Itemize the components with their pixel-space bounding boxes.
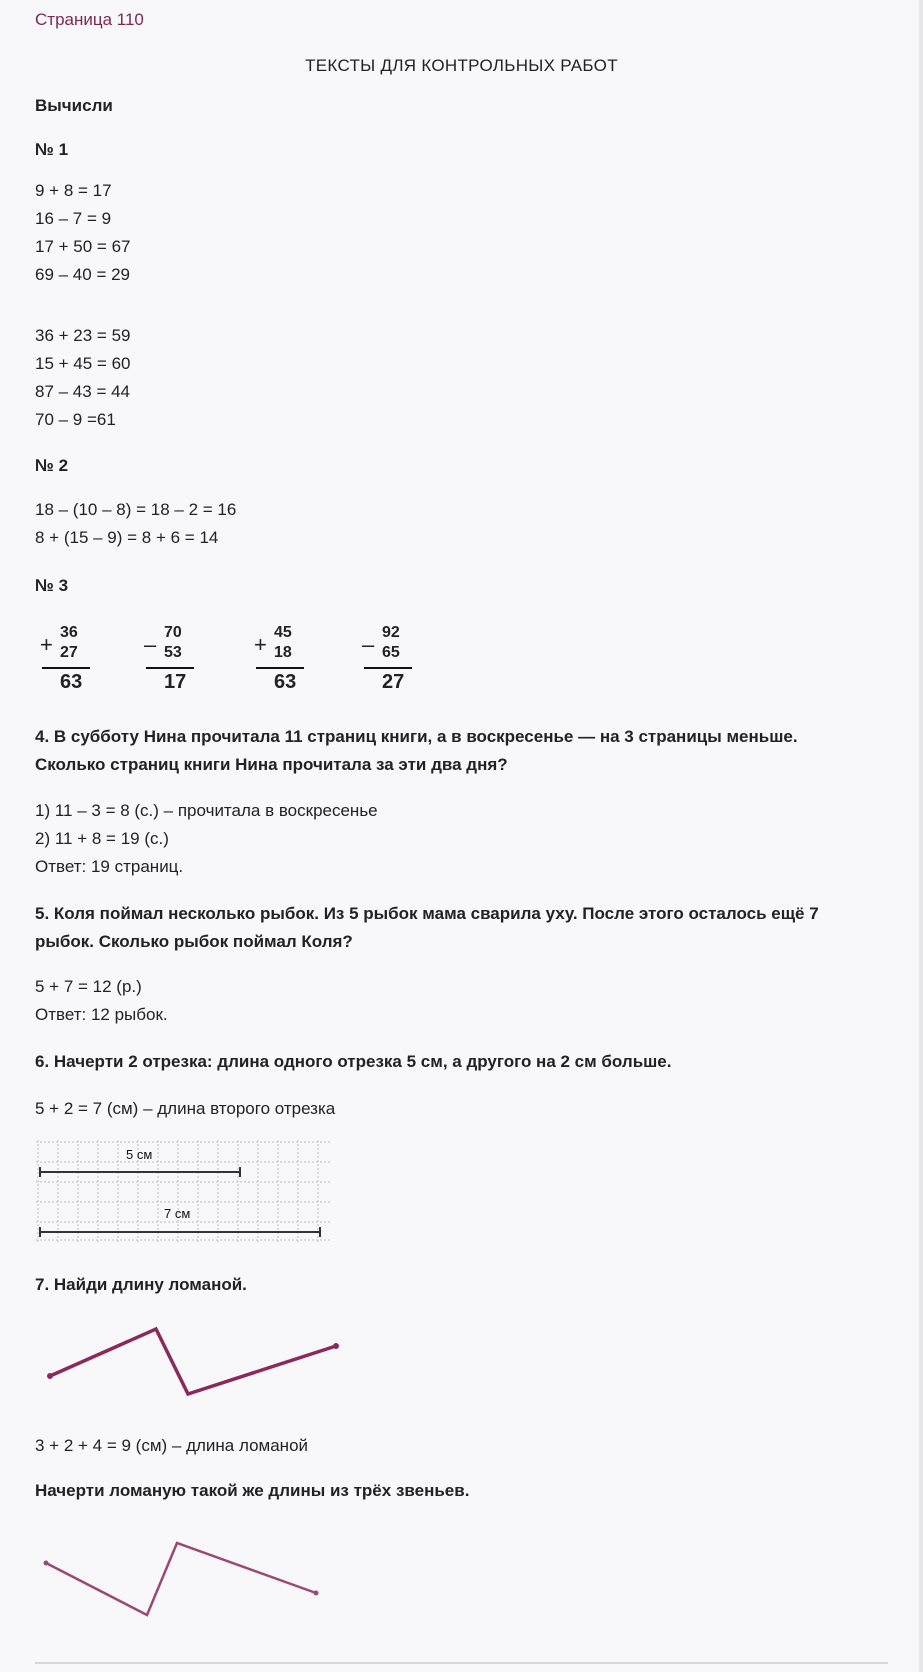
- task1-line: 9 + 8 = 17: [35, 181, 112, 200]
- compute-heading: Вычисли: [35, 96, 113, 115]
- task1-group-a: [35, 177, 130, 289]
- task5-solution: [35, 973, 168, 1029]
- operand-top: 92: [382, 624, 400, 641]
- task7-solution: 3 + 2 + 4 = 9 (см) – длина ломаной: [35, 1436, 309, 1455]
- task1-label: № 1: [35, 140, 69, 159]
- task5-question-line: рыбок. Сколько рыбок поймал Коля?: [35, 932, 353, 951]
- task5-line: 5 + 7 = 12 (р.): [35, 977, 142, 996]
- task4-line: 2) 11 + 8 = 19 (с.): [35, 829, 169, 848]
- task2-label: № 2: [35, 456, 69, 475]
- operand-bottom: 18: [274, 644, 292, 661]
- right-border: [919, 0, 923, 1672]
- task7-question: 7. Найди длину ломаной.: [35, 1275, 247, 1294]
- task7-draw-task: Начерти ломаную такой же длины из трёх звеньев.: [35, 1481, 470, 1500]
- polyline-endpoint: [314, 1591, 319, 1596]
- task2-lines: [35, 496, 236, 552]
- task4-question-line: Сколько страниц книги Нина прочитала за эти два дня?: [35, 755, 508, 774]
- task4-question-line: 4. В субботу Нина прочитала 11 страниц книги, а в воскресенье — на 3 страницы меньше.: [35, 727, 798, 746]
- result-value: 63: [274, 671, 297, 693]
- task5-question: [35, 900, 819, 956]
- result-line: [42, 667, 90, 669]
- polyline-figure-1: [40, 1320, 350, 1420]
- polyline-endpoint: [47, 1373, 53, 1379]
- task2-line: 18 – (10 – 8) = 18 – 2 = 16: [35, 500, 237, 519]
- task4-line: Ответ: 19 страниц.: [35, 857, 184, 876]
- segment-5cm: [40, 1167, 240, 1177]
- task1-group-b: [35, 322, 130, 434]
- task3-label: № 3: [35, 576, 69, 595]
- operand-bottom: 65: [382, 644, 400, 661]
- segments-grid-figure: [36, 1140, 332, 1242]
- operand-bottom: 27: [60, 644, 78, 661]
- task4-line: 1) 11 – 3 = 8 (с.) – прочитала в воскресенье: [35, 801, 378, 820]
- segment-7cm-label: 7 см: [164, 1206, 191, 1221]
- result-value: 17: [164, 671, 187, 693]
- operator-sign: –: [144, 632, 157, 657]
- task1-line: 17 + 50 = 67: [35, 237, 131, 256]
- task6-solution: 5 + 2 = 7 (см) – длина второго отрезка: [35, 1099, 336, 1118]
- bottom-divider: [35, 1662, 888, 1664]
- task4-solution: [35, 797, 378, 881]
- task5-question-line: 5. Коля поймал несколько рыбок. Из 5 рыбок мама сварила уху. После этого осталось ещё 7: [35, 904, 819, 923]
- task5-line: Ответ: 12 рыбок.: [35, 1005, 168, 1024]
- task1-line: 15 + 45 = 60: [35, 354, 131, 373]
- result-value: 27: [382, 671, 405, 693]
- operand-top: 45: [274, 624, 292, 641]
- operand-top: 70: [164, 624, 182, 641]
- operand-top: 36: [60, 624, 78, 641]
- polyline-broken-line: [50, 1329, 336, 1394]
- result-line: [146, 667, 194, 669]
- task6-question: 6. Начерти 2 отрезка: длина одного отрезка 5 см, а другого на 2 см больше.: [35, 1052, 672, 1071]
- task1-line: 36 + 23 = 59: [35, 326, 131, 345]
- polyline-endpoint: [333, 1343, 339, 1349]
- task1-line: 70 – 9 =61: [35, 410, 116, 429]
- polyline-figure-2: [40, 1530, 330, 1625]
- task2-line: 8 + (15 – 9) = 8 + 6 = 14: [35, 528, 219, 547]
- operand-bottom: 53: [164, 644, 182, 661]
- task1-line: 69 – 40 = 29: [35, 265, 131, 284]
- result-line: [364, 667, 412, 669]
- operator-sign: +: [40, 632, 53, 657]
- task4-question: [35, 723, 798, 779]
- polyline-three-segments: [46, 1543, 316, 1615]
- grid-lines: [36, 1140, 330, 1242]
- operator-sign: –: [362, 632, 375, 657]
- polyline-endpoint: [44, 1561, 49, 1566]
- result-line: [256, 667, 304, 669]
- page-number-link[interactable]: Страница 110: [35, 10, 144, 29]
- result-value: 63: [60, 671, 83, 693]
- task1-line: 16 – 7 = 9: [35, 209, 112, 228]
- task1-line: 87 – 43 = 44: [35, 382, 131, 401]
- segment-5cm-label: 5 см: [126, 1147, 153, 1162]
- operator-sign: +: [254, 632, 267, 657]
- page-title: ТЕКСТЫ ДЛЯ КОНТРОЛЬНЫХ РАБОТ: [305, 56, 618, 75]
